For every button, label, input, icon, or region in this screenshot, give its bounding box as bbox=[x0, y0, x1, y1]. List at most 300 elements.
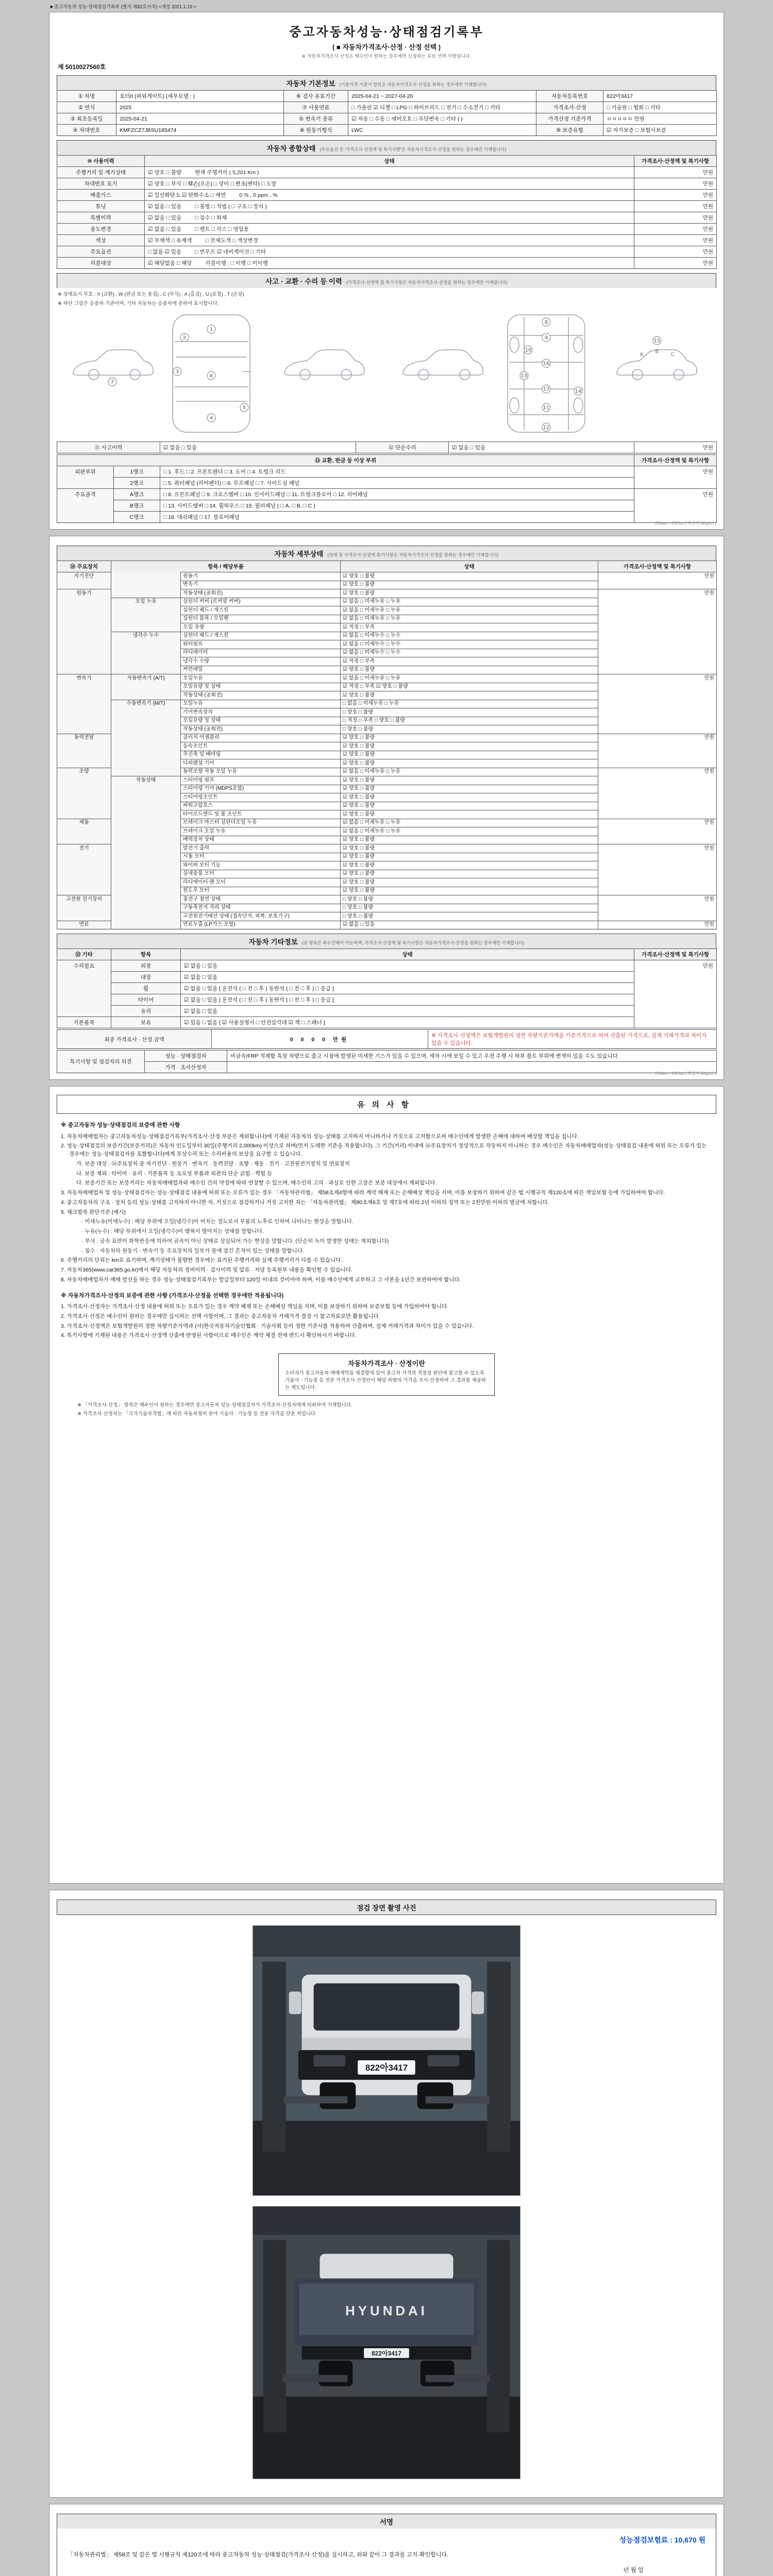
part-label: 냉각수 수량 bbox=[181, 657, 341, 666]
section-note: (⑮ 항목은 복수선택이 가능하며, 가격조사·산정액 및 특기사항은 자동차가격조사·산정을 원하는 경우에만 기재합니다) bbox=[301, 940, 525, 945]
part-label: 브레이크 마스터 실린더오일 누유 bbox=[181, 819, 341, 827]
part-state: ☑ 양호 □ 불량 bbox=[341, 793, 598, 802]
accident-history-state: ☑ 없음 □ 있음 bbox=[160, 442, 356, 453]
price-cell bbox=[598, 793, 717, 802]
system-subgroup bbox=[111, 640, 181, 649]
checkbox-options: ☑ 양호 □ 불량 bbox=[148, 170, 182, 176]
system-group bbox=[57, 904, 111, 912]
section-note: (기준가격·기준서 항목은 자동차가격조사·산정을 원하는 경우에만 기재합니다) bbox=[339, 82, 487, 87]
section-title: 자동차 종합상태 bbox=[266, 145, 316, 152]
system-subgroup bbox=[111, 878, 181, 887]
page-3 bbox=[49, 1086, 724, 1884]
part-label: 오일누유 bbox=[181, 700, 341, 708]
part-state: ☑ 없음 □ 미세누유 □ 누유 bbox=[341, 819, 598, 827]
system-subgroup bbox=[111, 921, 181, 929]
detail-row bbox=[57, 606, 717, 615]
part-state: ☑ 양호 □ 불량 bbox=[341, 844, 598, 853]
system-subgroup bbox=[111, 768, 181, 776]
item-state bbox=[145, 178, 634, 190]
extra-detail: 현재 주행거리 ( 5,201 Km ) bbox=[195, 170, 259, 176]
signature-date-line: 년 월 일 bbox=[623, 2567, 644, 2573]
price-cell: 만원 bbox=[634, 190, 717, 201]
panel-rank: 1랭크 bbox=[114, 466, 160, 478]
notice-line: 나. 보증 제외 : 타이어 · 유리 · 기본품목 등 소모성 부품과 외관의 단순 긁힘 · 찍힘 등 bbox=[76, 1170, 273, 1177]
field-label: ⑧ 원동기형식 bbox=[284, 125, 348, 136]
notice-line: 3. 가격조사·산정액은 보험개발원이 정한 차량기준가액과 (사)한국자동차기술인협회 · 기술사회 등이 정한 기준서를 적용하여 산출하며, 실제 거래가격과 차이가 있을 수 있습니다. bbox=[61, 1323, 474, 1329]
svg-text:B: B bbox=[655, 349, 659, 354]
system-subgroup bbox=[111, 793, 181, 802]
system-group bbox=[57, 878, 111, 887]
section-overall-condition bbox=[57, 140, 716, 155]
overall-row bbox=[57, 258, 717, 269]
basic-info-table bbox=[57, 90, 717, 136]
part-label: 오일유량 및 상태 bbox=[181, 717, 341, 725]
detail-row bbox=[57, 912, 717, 921]
field-value: 2025-04-21 ~ 2027-04-20 bbox=[348, 91, 536, 102]
detail-row bbox=[57, 581, 717, 589]
part-state: ☑ 양호 □ 불량 bbox=[341, 572, 598, 581]
remarks-label: 특기사항 및 점검자의 의견 bbox=[57, 1050, 145, 1073]
col-state: 상태 bbox=[181, 949, 634, 960]
part-label: 스티어링조인트 bbox=[181, 793, 341, 802]
system-group bbox=[57, 708, 111, 717]
detail-row bbox=[57, 853, 717, 861]
notice-line: 7. 자동차365(www.car365.go.kr)에서 해당 자동차의 정비이력 · 검사이력 및 압류 · 저당 등록원부 내용을 확인할 수 있습니다. bbox=[61, 1267, 352, 1273]
panel-group: 주요골격 bbox=[57, 489, 114, 500]
price-cell: 만원 bbox=[634, 201, 717, 212]
price-cell bbox=[598, 640, 717, 649]
system-group: 원동기 bbox=[57, 589, 111, 598]
section-title: 서명 bbox=[379, 2518, 394, 2526]
svg-text:8: 8 bbox=[544, 319, 548, 326]
svg-text:2: 2 bbox=[182, 335, 187, 341]
system-subgroup bbox=[111, 904, 181, 912]
overall-row bbox=[57, 212, 717, 224]
section-title: 점검 장면 촬영 사진 bbox=[357, 1904, 416, 1912]
part-state: ☑ 적정 □ 부족 bbox=[341, 657, 598, 666]
part-label: 스티어링 펌프 bbox=[181, 776, 341, 785]
part-state: ☑ 없음 □ 미세누수 □ 누수 bbox=[341, 640, 598, 649]
price-cell bbox=[598, 666, 717, 674]
overall-row bbox=[57, 167, 717, 178]
part-state: ☑ 양호 □ 불량 bbox=[341, 887, 598, 895]
field-label: ⑨ 보증유형 bbox=[536, 125, 603, 136]
price-cell bbox=[598, 802, 717, 810]
price-cell: 만원 bbox=[634, 224, 717, 235]
item-label: 주행거리 및 계기상태 bbox=[57, 167, 145, 178]
field-label: ③ 최초등록일 bbox=[57, 113, 116, 125]
part-label: 실린더 헤드 / 개스킷 bbox=[181, 632, 341, 640]
col-price: 가격조사·산정액 및 특기사항 bbox=[634, 949, 717, 960]
detail-row bbox=[57, 674, 717, 683]
detail-row bbox=[57, 623, 717, 632]
price-cell: 만원 bbox=[598, 844, 717, 853]
checkbox-options: ☑ 없음 □ 있음 bbox=[148, 204, 182, 210]
detail-row bbox=[57, 759, 717, 768]
part-label: 실린더 커버 (로커암 커버) bbox=[181, 598, 341, 606]
item-state bbox=[145, 258, 634, 269]
detail-row bbox=[57, 904, 717, 912]
notice-line: ※ 자동차가격조사·산정의 보증에 관한 사항 (가격조사·산정을 선택한 경우에만 적용됩니다) bbox=[61, 1292, 284, 1299]
system-subgroup bbox=[111, 581, 181, 589]
price-cell bbox=[634, 1006, 717, 1017]
detail-row bbox=[57, 666, 717, 674]
price-cell bbox=[598, 827, 717, 836]
part-label: 윈도우 모터 bbox=[181, 887, 341, 895]
part-label: 고전원전기배선 상태 (접속단자, 피복, 보호기구) bbox=[181, 912, 341, 921]
system-group bbox=[57, 615, 111, 623]
paper-size-note: 210㎜ × 297㎜ [ 백상지 80g/㎡ ] bbox=[655, 520, 716, 526]
extra-detail: □ 전체도색 □ 색상변경 bbox=[205, 238, 258, 244]
misc-row bbox=[57, 1017, 717, 1028]
col-misc: ⑮ 기타 bbox=[57, 949, 111, 960]
detail-row bbox=[57, 810, 717, 819]
part-label: 와이퍼 모터 기능 bbox=[181, 861, 341, 870]
system-group bbox=[57, 887, 111, 895]
panel-group bbox=[57, 512, 114, 523]
detail-row bbox=[57, 802, 717, 810]
system-group: 전기 bbox=[57, 844, 111, 853]
part-label: 시동 모터 bbox=[181, 853, 341, 861]
system-subgroup bbox=[111, 683, 181, 691]
svg-text:10: 10 bbox=[525, 347, 532, 353]
system-group bbox=[57, 742, 111, 751]
detail-row bbox=[57, 572, 717, 581]
price-cell: 만원 bbox=[634, 167, 717, 178]
system-group bbox=[57, 853, 111, 861]
price-cell bbox=[598, 751, 717, 759]
misc-row bbox=[57, 994, 717, 1006]
panel-row bbox=[57, 489, 717, 500]
misc-row bbox=[57, 960, 717, 972]
detail-row bbox=[57, 649, 717, 657]
price-cell bbox=[598, 853, 717, 861]
system-group: 제동 bbox=[57, 819, 111, 827]
detail-row bbox=[57, 725, 717, 734]
part-state: ☑ 없음 □ 미세누유 □ 누유 bbox=[341, 606, 598, 615]
part-state: □ 양호 □ 불량 bbox=[341, 912, 598, 921]
system-subgroup bbox=[111, 844, 181, 853]
part-label: 오일유량 및 상태 bbox=[181, 683, 341, 691]
misc-group bbox=[57, 983, 111, 994]
system-subgroup: 오일 누유 bbox=[111, 598, 181, 606]
definition-body: 소비자가 중고자동차 매매계약을 체결함에 있어 중고차 가격의 적절성 판단에 참고할 수 있도록 기술사 · 기능장 등 전문 가격조사·산정인이 해당 차량의 가격을 조사·산정하여 그 결과를 제공하는 제도입니다. bbox=[285, 1370, 486, 1391]
part-state: ☑ 양호 □ 불량 bbox=[341, 776, 598, 785]
price-cell bbox=[598, 776, 717, 785]
item-state bbox=[145, 212, 634, 224]
system-group bbox=[57, 581, 111, 589]
system-group bbox=[57, 649, 111, 657]
detail-row bbox=[57, 785, 717, 793]
field-value: ☑ 자동 □ 수동 □ 세미오토 □ 무단변속 □ 기타 ( ) bbox=[348, 113, 536, 125]
price-cell: 만원 bbox=[598, 674, 717, 683]
misc-state: ☑ 없음 □ 있음 bbox=[181, 1006, 634, 1017]
system-subgroup bbox=[111, 725, 181, 734]
price-cell: 만원 bbox=[598, 572, 717, 581]
svg-text:4: 4 bbox=[209, 415, 213, 421]
system-subgroup bbox=[111, 836, 181, 844]
part-state: ☑ 없음 □ 미세누유 □ 누유 bbox=[341, 674, 598, 683]
system-group: 변속기 bbox=[57, 674, 111, 683]
basic-info-row bbox=[57, 91, 717, 102]
field-value: □ 기술원 □ 협회 □ 기타 bbox=[603, 102, 717, 113]
price-cell bbox=[634, 994, 717, 1006]
col-state: 상태 bbox=[145, 156, 634, 167]
misc-group bbox=[57, 994, 111, 1006]
detail-row bbox=[57, 615, 717, 623]
notice-line: 1. 자동차매매업자는 중고자동차성능·상태점검기록부(가격조사·산정 부분은 제외합니다)에 기재된 자동차의 성능·상태를 고지하지 아니하거나 거짓으로 고지함으로써 매수인에게 발생한 손해에 대하여 배상할 책임을 집니다. bbox=[61, 1133, 579, 1140]
price-cell: 만원 bbox=[634, 212, 717, 224]
section-title: 자동차 기타정보 bbox=[248, 938, 298, 946]
part-state: □ 양호 □ 불량 bbox=[341, 725, 598, 734]
part-state: ☑ 양호 □ 불량 bbox=[341, 759, 598, 768]
price-cell bbox=[598, 598, 717, 606]
part-state: □ 양호 □ 불량 bbox=[341, 895, 598, 904]
detail-row bbox=[57, 870, 717, 878]
system-subgroup bbox=[111, 708, 181, 717]
svg-text:6: 6 bbox=[209, 373, 213, 379]
inspector-comment: 비금속/FRP 적재함 특장 차량으로 출고 시점에 발생된 미세한 기스가 있을 수 있으며, 세차 시에 보일 수 있고 우천 주행 시 하부 볼트 부위에 변색이 있을 수도 있습니다. bbox=[227, 1050, 717, 1062]
system-subgroup bbox=[111, 785, 181, 793]
system-group bbox=[57, 861, 111, 870]
page-5 bbox=[49, 2504, 724, 2576]
section-note: (가격조사·산정액 및 특기사항은 자동차가격조사·산정을 원하는 경우에만 기재합니다) bbox=[346, 280, 508, 285]
col-state: 상태 bbox=[341, 561, 598, 572]
frame-diagram bbox=[403, 315, 697, 432]
part-state: ☑ 없음 □ 미세누유 □ 누유 bbox=[341, 598, 598, 606]
field-label: 자동차등록번호 bbox=[536, 91, 603, 102]
detail-row bbox=[57, 708, 717, 717]
part-state: ☑ 양호 □ 불량 bbox=[341, 870, 598, 878]
car-damage-diagram bbox=[67, 309, 706, 438]
price-cell: 만원 bbox=[598, 589, 717, 598]
system-group bbox=[57, 836, 111, 844]
price-cell bbox=[634, 983, 717, 994]
part-state: □ 없음 □ 미세누유 □ 누유 bbox=[341, 700, 598, 708]
diagram-note: ※ 하단 그림은 승용차 기준이며, 기타 자동차는 승용차에 준하여 표시합니다. bbox=[58, 301, 219, 307]
system-subgroup bbox=[111, 649, 181, 657]
system-group bbox=[57, 810, 111, 819]
svg-text:12: 12 bbox=[543, 425, 550, 431]
notice-line: · 누유(누수) : 해당 부위에서 오일(냉각수)이 맺혀서 떨어지는 상태를 말합니다. bbox=[81, 1228, 264, 1234]
misc-state: ☑ 없음 □ 있음 [ 운전석 ( □ 전 □ 후 ) 동반석 ( □ 전 □ 후 ) □ 응급 ] bbox=[181, 983, 634, 994]
price-cell bbox=[598, 606, 717, 615]
item-state bbox=[145, 235, 634, 246]
system-subgroup: 작동상태 bbox=[111, 776, 181, 785]
state-code-legend: ※ 상태표시 부호 : X (교환) , W (판금 또는 용접) , C (부식) , A (흠집) , U (요철) , T (손상) bbox=[58, 292, 244, 297]
misc-row bbox=[57, 1006, 717, 1017]
system-group bbox=[57, 785, 111, 793]
panel-items: □ 16. 대쉬패널 □ 17. 플로어패널 bbox=[160, 512, 634, 523]
svg-text:11: 11 bbox=[543, 405, 550, 411]
svg-text:9: 9 bbox=[544, 335, 548, 341]
system-subgroup bbox=[111, 912, 181, 921]
notice-line: 4. 특기사항에 기재된 내용은 가격조사·산정액 산출에 반영된 사항이므로 매수인은 계약 체결 전에 반드시 확인하시기 바랍니다. bbox=[61, 1332, 357, 1339]
item-state bbox=[145, 167, 634, 178]
system-subgroup bbox=[111, 827, 181, 836]
svg-text:1: 1 bbox=[209, 327, 213, 333]
overall-condition-table bbox=[57, 155, 717, 269]
price-option-note: ※ 자동차가격조사·산정은 매수인이 원하는 경우에만 신청하는 유료 선택 사항입니다. bbox=[301, 54, 472, 59]
part-label: 원동기 bbox=[181, 572, 341, 581]
section-accident-history bbox=[57, 273, 716, 288]
notice-line: 5. 체크항목 판단기준 (예시) bbox=[61, 1209, 126, 1215]
extra-detail: 리콜이행 : □ 이행 □ 미이행 bbox=[205, 260, 268, 266]
detail-row bbox=[57, 751, 717, 759]
brand-lettering: HYUNDAI bbox=[345, 2304, 428, 2319]
price-cell bbox=[598, 649, 717, 657]
misc-label: 유리 bbox=[111, 1006, 181, 1017]
section-note: (상태 및 가격조사·산정액·특기사항은 자동차가격조사·산정을 원하는 경우에만 기재합니다) bbox=[327, 552, 499, 557]
part-label: 작동상태 (공회전) bbox=[181, 725, 341, 734]
field-label: ② 연식 bbox=[57, 102, 116, 113]
system-subgroup: 자동변속기 (A/T) bbox=[111, 674, 181, 683]
checkbox-options: ☑ 일산화탄소 ☑ 탄화수소 □ 매연 bbox=[148, 192, 226, 198]
section-basic-info bbox=[57, 75, 716, 90]
item-state bbox=[145, 246, 634, 258]
col-system: ⑭ 주요장치 bbox=[57, 561, 111, 572]
misc-state: ☑ 있음 □ 없음 [ ☑ 사용설명서 □ 안전삼각대 ☑ 잭 □ 스패너 ] bbox=[181, 1017, 634, 1028]
detail-row bbox=[57, 776, 717, 785]
item-state bbox=[145, 224, 634, 235]
system-subgroup: 수동변속기 (M/T) bbox=[111, 700, 181, 708]
system-group: 자기진단 bbox=[57, 572, 111, 581]
form-reference-note: ■ 중고자동차 성능·상태점검기록부 (별지 제82호서식) <개정 2021.1.19.> bbox=[50, 4, 196, 9]
system-group bbox=[57, 691, 111, 700]
document-canvas bbox=[49, 3, 724, 2576]
item-label: 배출가스 bbox=[57, 190, 145, 201]
price-cell bbox=[598, 785, 717, 793]
detail-row bbox=[57, 827, 717, 836]
part-state: ☑ 양호 □ 불량 bbox=[341, 853, 598, 861]
price-appraisal-definition-box bbox=[278, 1353, 495, 1396]
part-label: 작동상태 (공회전) bbox=[181, 589, 341, 598]
final-price-value: 0 0 0 0 만원 bbox=[212, 1030, 428, 1049]
field-label: ⑤ 변속기 종류 bbox=[284, 113, 348, 125]
page-2 bbox=[49, 536, 724, 1080]
part-state: ☑ 양호 □ 불량 bbox=[341, 691, 598, 700]
field-label: 가격산정 기준가격 bbox=[536, 113, 603, 125]
inspector-role: 성능 · 상태점검자 bbox=[145, 1050, 227, 1062]
part-label: 파워고압호스 bbox=[181, 802, 341, 810]
panel-items: □ 8. 프론트패널 □ 9. 크로스멤버 □ 10. 인사이드패널 □ 11. 트렁크플로어 □ 12. 리어패널 bbox=[160, 489, 634, 500]
system-subgroup bbox=[111, 895, 181, 904]
system-group bbox=[57, 776, 111, 785]
misc-state: ☑ 없음 □ 있음 [ 운전석 ( □ 전 □ 후 ) 동반석 ( □ 전 □ 후 ) □ 응급 ] bbox=[181, 994, 634, 1006]
section-photos bbox=[57, 1900, 716, 1915]
part-state: ☑ 없음 □ 미세누수 □ 누수 bbox=[341, 632, 598, 640]
extra-detail: □ 불법 □ 적법 ( □ 구조 □ 장치 ) bbox=[195, 204, 267, 210]
notice-line: 2. 가격조사·산정은 매수인이 원하는 경우에만 실시하는 선택 사항이며, 그 결과는 중고자동차 거래가격 결정 시 참고자료로만 활용됩니다. bbox=[61, 1313, 380, 1319]
price-cell bbox=[634, 1017, 717, 1028]
accident-history-label: ⑪ 사고이력 bbox=[57, 442, 160, 453]
price-cell: 만원 bbox=[634, 258, 717, 269]
system-subgroup bbox=[111, 734, 181, 742]
page-4 bbox=[49, 1890, 724, 2498]
license-plate: 822아3417 bbox=[371, 2349, 402, 2357]
section-detail-condition bbox=[57, 546, 716, 561]
price-cell: 만원 bbox=[634, 489, 717, 500]
overall-row bbox=[57, 224, 717, 235]
detail-row bbox=[57, 734, 717, 742]
extra-detail: 0 % , 0 ppm , % bbox=[239, 192, 278, 198]
misc-group: 기본품목 bbox=[57, 1017, 111, 1028]
system-subgroup bbox=[111, 606, 181, 615]
notice-line: · 침수 : 자동차의 원동기 · 변속기 등 주요장치의 일부가 물에 잠긴 흔적이 있는 상태를 말합니다. bbox=[81, 1247, 304, 1254]
panel-items: □ 13. 사이드멤버 □ 14. 휠하우스 □ 15. 필러패널 ( □ A, □ B, □ C ) bbox=[160, 500, 634, 512]
panel-items: □ 1. 후드 □ 2. 프론트펜더 □ 3. 도어 □ 4. 트렁크 리드 bbox=[160, 466, 634, 478]
price-cell bbox=[598, 691, 717, 700]
item-state bbox=[145, 190, 634, 201]
system-subgroup bbox=[111, 870, 181, 878]
price-cell: 만원 bbox=[598, 921, 717, 929]
price-cell bbox=[598, 861, 717, 870]
appraiser-role: 가격 · 조사산정자 bbox=[145, 1062, 227, 1073]
part-state: ☑ 양호 □ 불량 bbox=[341, 810, 598, 819]
checkbox-options: ☑ 해당없음 □ 해당 bbox=[148, 260, 192, 266]
misc-group bbox=[57, 1006, 111, 1017]
paper-size-note: 210㎜ × 297㎜ [ 백상지 80g/㎡ ] bbox=[655, 1071, 716, 1076]
notice-body bbox=[57, 1121, 716, 1340]
system-subgroup bbox=[111, 810, 181, 819]
system-group bbox=[57, 717, 111, 725]
checkbox-options: ☑ 양호 □ 부식 □ 훼손(오손) □ 상이 □ 변조(변타) □ 도말 bbox=[148, 181, 277, 187]
system-subgroup bbox=[111, 691, 181, 700]
price-cell bbox=[634, 972, 717, 983]
part-state: ☑ 양호 □ 불량 bbox=[341, 878, 598, 887]
part-label: 브레이크 오일 누유 bbox=[181, 827, 341, 836]
detail-row bbox=[57, 632, 717, 640]
price-cell bbox=[598, 870, 717, 878]
part-state: ☑ 양호 □ 불량 bbox=[341, 589, 598, 598]
detail-row bbox=[57, 589, 717, 598]
price-cell bbox=[634, 500, 717, 512]
accident-summary-table bbox=[57, 442, 717, 453]
field-value: 2025-04-21 bbox=[116, 113, 284, 125]
remarks-table bbox=[57, 1050, 717, 1073]
part-state: ☑ 적정 □ 부족 ☑ 양호 □ 불량 bbox=[341, 683, 598, 691]
part-state: □ 양호 □ 불량 bbox=[341, 708, 598, 717]
item-label: 튜닝 bbox=[57, 201, 145, 212]
part-label: 라디에이터 bbox=[181, 649, 341, 657]
svg-text:17: 17 bbox=[543, 386, 550, 393]
notice-footnote: ※ 가격조사·산정자는 「국가기술자격법」에 따른 자동차정비 분야 기술사 · 기능장 등 전문 자격을 갖춘 자입니다. bbox=[77, 1411, 317, 1417]
part-label: 발전기 출력 bbox=[181, 844, 341, 853]
system-group: 동력전달 bbox=[57, 734, 111, 742]
part-label: 타이로드엔드 및 볼 조인트 bbox=[181, 810, 341, 819]
part-label: 오일누유 bbox=[181, 674, 341, 683]
final-price-note: ※ 가격조사·산정액은 보험개발원이 정한 차량기준가액을 기준가격으로 하여 산출된 가격으로, 실제 거래가격과 차이가 있을 수 있습니다. bbox=[428, 1030, 717, 1049]
price-cell: 만원 bbox=[634, 235, 717, 246]
price-cell bbox=[598, 759, 717, 768]
section-signature bbox=[57, 2514, 716, 2529]
part-state: ☑ 없음 □ 미세누유 □ 누유 bbox=[341, 615, 598, 623]
svg-text:7: 7 bbox=[110, 379, 114, 385]
notice-line: 가. 보증 대상 : ⑭주요장치 중 자기진단 · 원동기 · 변속기 · 동력전달 · 조향 · 제동 · 전기 · 고전원전기장치 및 연료장치 bbox=[76, 1160, 350, 1167]
part-label: 추진축 및 베어링 bbox=[181, 751, 341, 759]
field-value: ☑ 자가보증 □ 보험사보증 bbox=[603, 125, 717, 136]
field-label: ⑥ 검사 유효기간 bbox=[284, 91, 348, 102]
simple-repair-label: ⑫ 단순수리 bbox=[356, 442, 449, 453]
part-state: ☑ 없음 □ 미세누유 □ 누유 bbox=[341, 768, 598, 776]
section-title: 자동차 세부상태 bbox=[274, 550, 324, 558]
part-label: 커먼레일 bbox=[181, 666, 341, 674]
price-cell: 만원 bbox=[598, 819, 717, 827]
notice-line: 1. 가격조사·산정자는 가격조사·산정 내용에 허위 또는 오류가 있는 경우 계약 해제 또는 손해배상 책임을 지며, 이를 보장하기 위하여 보증보험 등에 가입하여야 합니다. bbox=[61, 1303, 449, 1310]
price-cell bbox=[598, 810, 717, 819]
part-state: ☑ 없음 □ 있음 bbox=[341, 921, 598, 929]
system-group bbox=[57, 700, 111, 708]
